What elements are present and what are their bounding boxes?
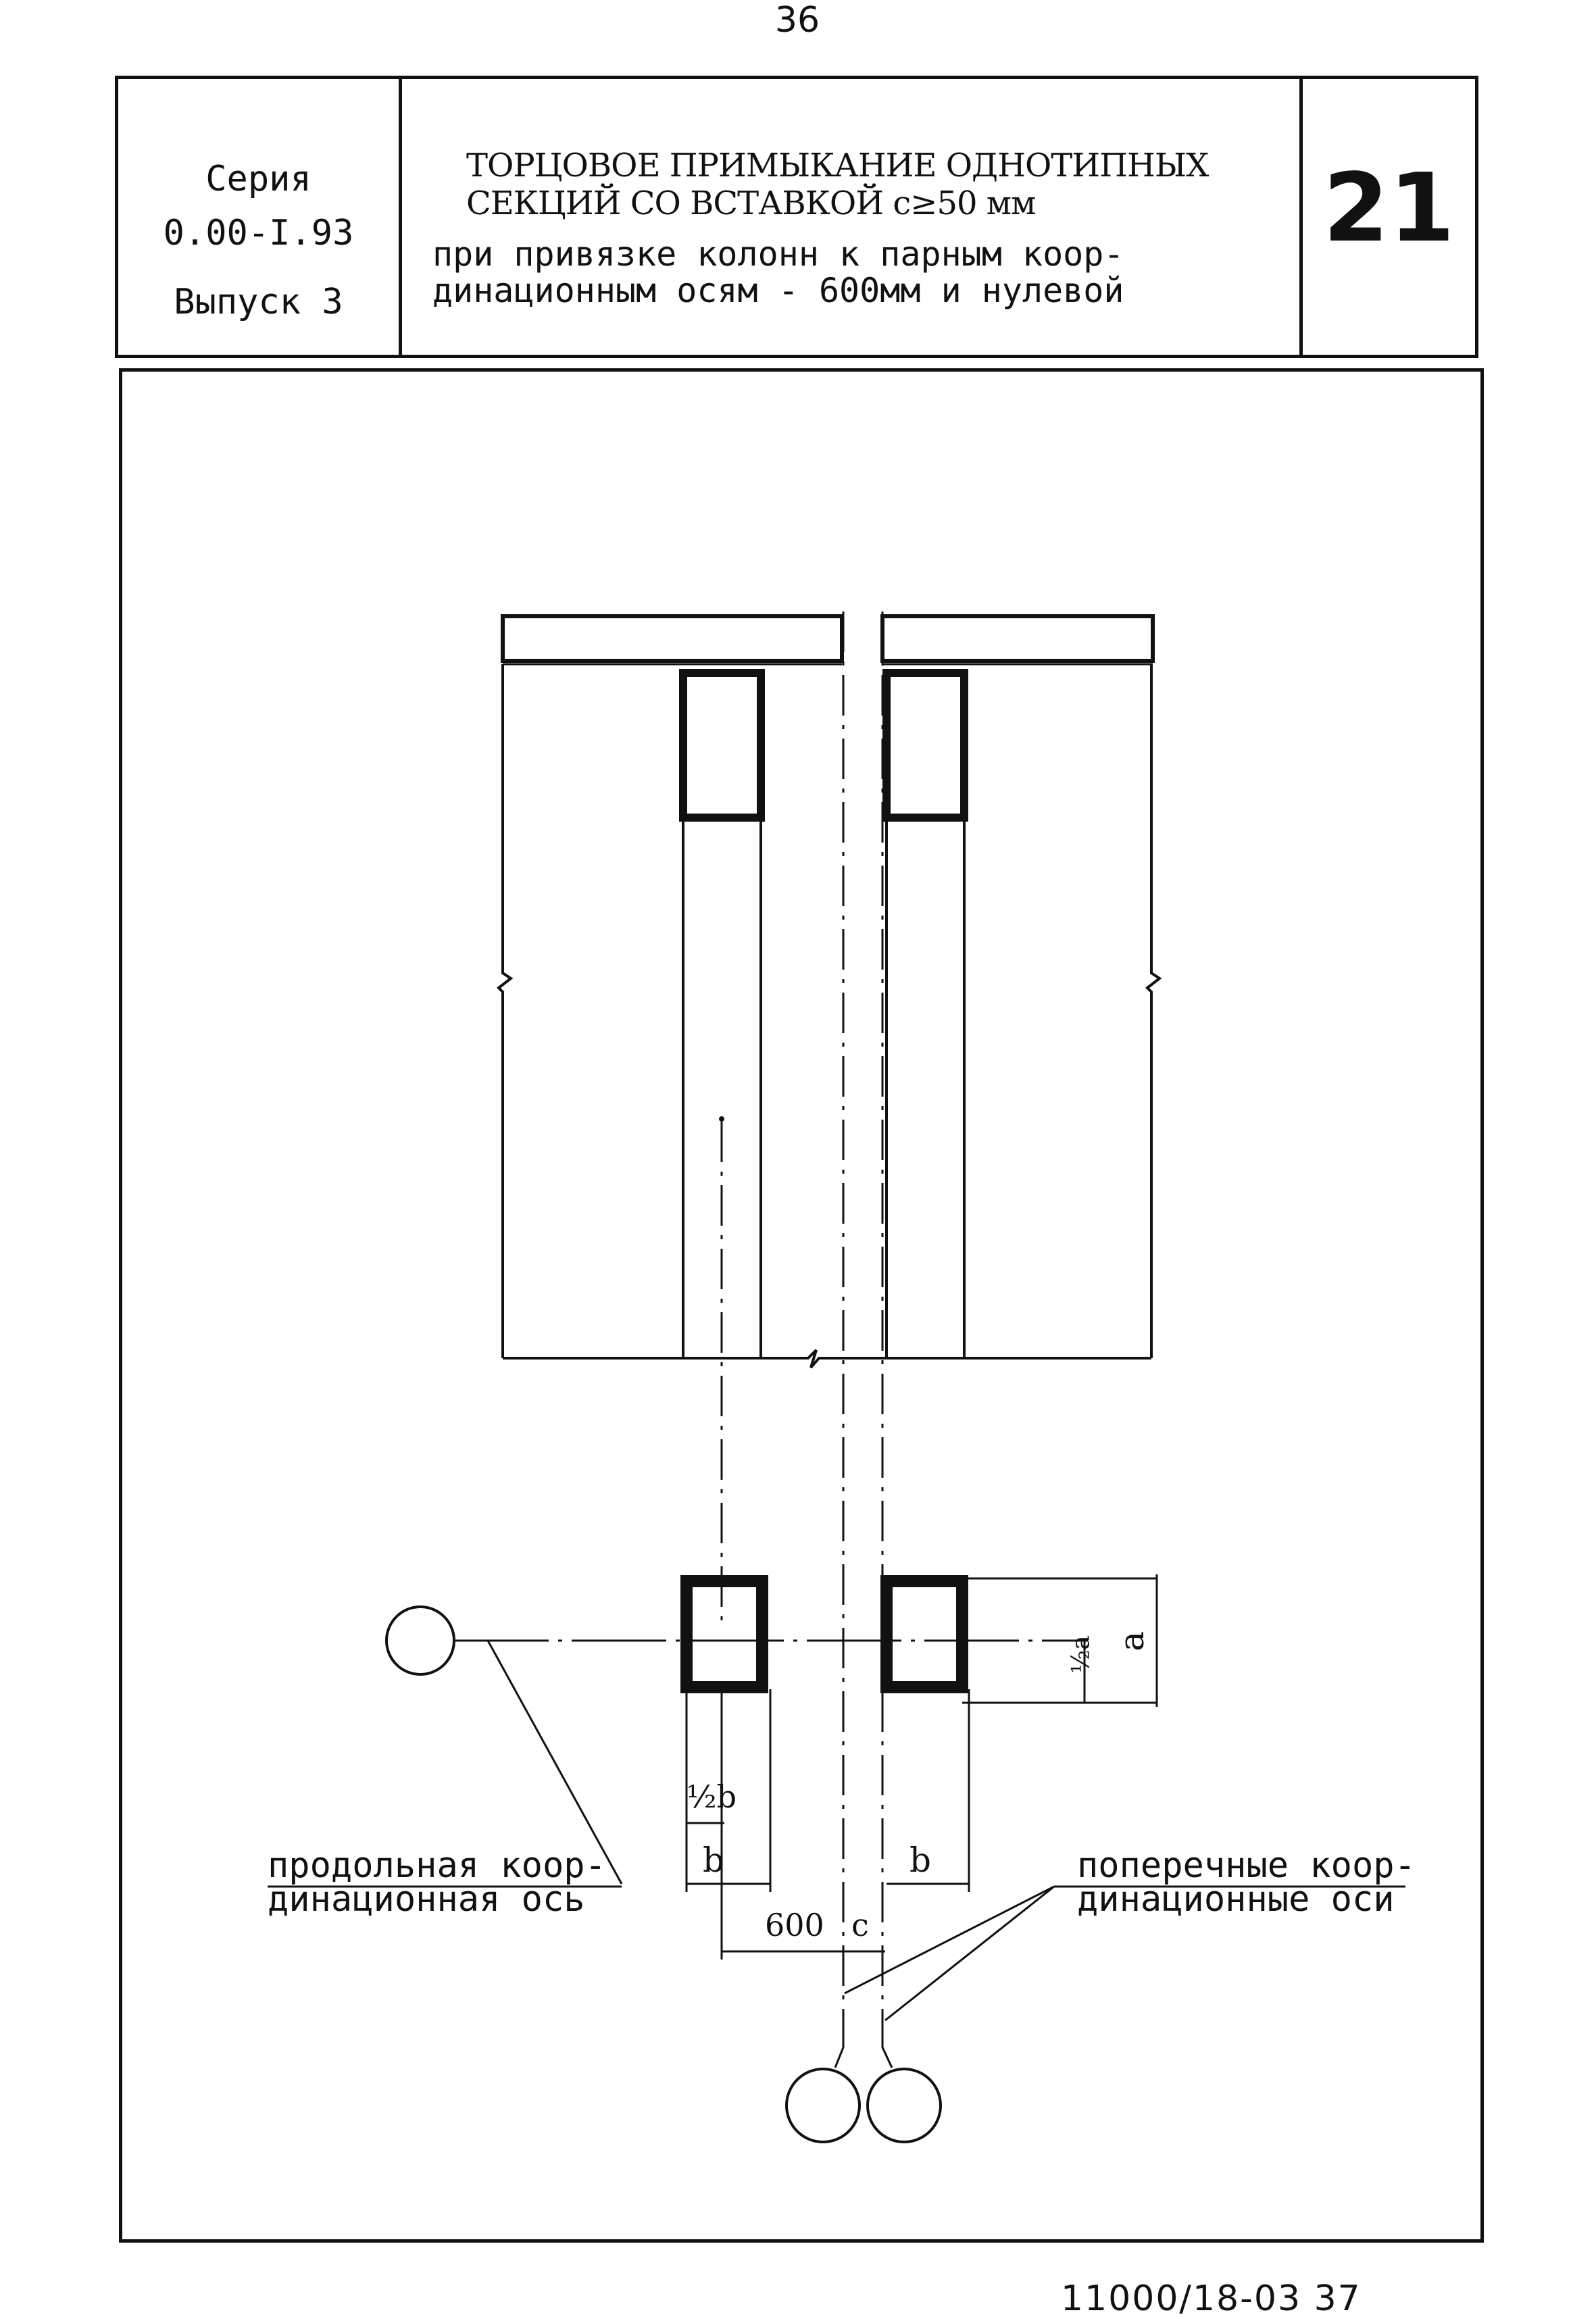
label-longitudinal-axis — [268, 1845, 606, 1920]
dim-b-right-label: b — [909, 1841, 932, 1880]
beam-right — [882, 616, 1153, 661]
leader-transverse-1 — [845, 1887, 1054, 1993]
dim-half-b-label: ½b — [687, 1778, 737, 1815]
dim-600-label: 600 — [765, 1907, 824, 1943]
centre-dot — [719, 1116, 724, 1122]
bottom-break-line — [503, 1350, 1151, 1368]
dim-c-label: c — [851, 1907, 869, 1943]
column-plan-left — [687, 1581, 762, 1687]
label-transverse-line-1: поперечные коор- — [1077, 1845, 1416, 1886]
series-code: 0.00-I.93 — [163, 213, 354, 253]
dim-b-left-label: b — [703, 1841, 725, 1880]
transverse-axis-2-tail — [882, 2027, 892, 2068]
issue-label: Выпуск 3 — [174, 282, 343, 322]
title-line-1: ТОРЦОВОЕ ПРИМЫКАНИЕ ОДНОТИПНЫХ — [466, 147, 1209, 184]
longitudinal-axis-bubble — [386, 1607, 454, 1674]
series-label: Серия — [205, 159, 311, 199]
wall-left-line — [499, 664, 511, 1358]
label-longitudinal-line-1: продольная коор- — [268, 1845, 606, 1886]
column-plan-right — [887, 1581, 962, 1687]
transverse-axis-2-bubble — [868, 2069, 941, 2142]
leader-transverse-2 — [885, 1887, 1054, 2020]
dim-a-label: a — [1112, 1631, 1151, 1651]
wall-right-line — [1147, 664, 1159, 1358]
label-longitudinal-line-2: динационная ось — [268, 1879, 585, 1920]
beam-left — [503, 616, 842, 661]
document-code: 11000/18-03 37 — [1061, 2278, 1362, 2319]
dim-half-a-label: ½a — [1067, 1635, 1095, 1674]
column-right-head — [887, 673, 964, 818]
transverse-axis-1-tail — [835, 2027, 843, 2068]
sheet-number: 21 — [1323, 153, 1455, 264]
column-left-head — [683, 673, 761, 818]
page-number: 36 — [774, 0, 820, 41]
subtitle-line-1: при привязке колонн к парным коор- — [432, 234, 1124, 274]
label-transverse-axes — [1077, 1845, 1416, 1920]
transverse-axis-1-bubble — [787, 2069, 859, 2142]
subtitle-line-2: динационным осям - 600мм и нулевой — [432, 271, 1124, 310]
title-line-2: СЕКЦИЙ СО ВСТАВКОЙ c≥50 мм — [466, 184, 1036, 222]
label-transverse-line-2: динационные оси — [1077, 1879, 1395, 1920]
